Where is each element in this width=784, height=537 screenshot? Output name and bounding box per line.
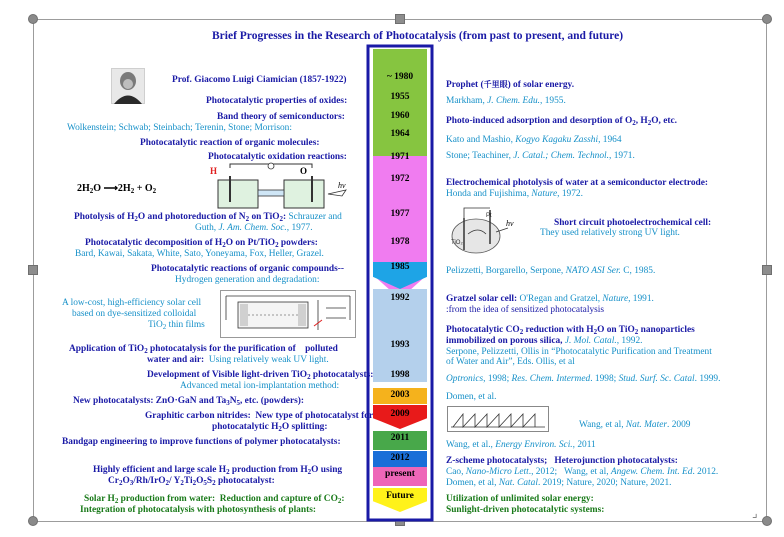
- carbon-nitrides-label: Graphitic carbon nitrides: New type of photocatalyst for: [145, 411, 374, 421]
- timeline-year-label: 2003: [390, 390, 410, 400]
- timeline-year-label: 1977: [390, 209, 410, 219]
- oxidation-label: Photocatalytic oxidation reactions:: [208, 152, 347, 162]
- timeline-year-label: ~ 1980: [386, 72, 414, 82]
- hydrogen-generation-label: Hydrogen generation and degradation:: [175, 275, 320, 285]
- short-circuit-note: They used relatively strong UV light.: [540, 228, 680, 238]
- timeline-year-label: 1964: [390, 129, 410, 139]
- timeline-year-label: 2009: [390, 409, 410, 419]
- photoelectrolysis-figure: [208, 162, 354, 212]
- cao-wang-reference: Cao, Nano-Micro Lett., 2012; Wang, et al, Angew. Chem. Int. Ed. 2012.: [446, 467, 719, 477]
- timeline-year-label: Future: [386, 491, 414, 501]
- short-circuit-label: Short circuit photoelectrochemical cell:: [554, 218, 712, 228]
- serpone-reference: Serpone, Pelizzetti, Ollis in “Photocatalytic Purification and Treatment: [446, 347, 712, 357]
- ion-implantation-label: Advanced metal ion-implantation method:: [180, 381, 340, 391]
- ciamician-portrait: [111, 68, 145, 104]
- timeline-year-label: 1955: [390, 92, 410, 102]
- fig-o2-label: O: [300, 166, 308, 176]
- resize-handle-bottom-right[interactable]: [762, 516, 772, 526]
- pelizzetti-reference: Pelizzetti, Borgarello, Serpone, NATO ASI Ser. C, 1985.: [446, 266, 656, 276]
- timeline-year-label: 1971: [390, 152, 410, 162]
- co2-reduction-label-2: immobilized on porous silica, J. Mol. Catal., 1992.: [446, 336, 643, 346]
- fig-tio2-label: TiO₂: [451, 240, 463, 246]
- fig-hv2-label: hν: [506, 219, 514, 228]
- integration-label: Integration of photocatalysis with photosynthesis of plants:: [80, 505, 316, 515]
- resize-grip-icon[interactable]: ⌟: [752, 506, 758, 520]
- fig-h2-label: H: [210, 166, 218, 176]
- solar-h2-label: Solar $H_2$ production from water: Reduction and capture of $CO_2$:: [84, 494, 345, 505]
- timeline-year-label: 1985: [390, 262, 410, 272]
- photolysis-reference: Guth, J. Am. Chem. Soc., 1977.: [195, 223, 313, 233]
- visible-light-label: Development of Visible light-driven TiO$_2$ photocatalysts:: [147, 370, 374, 381]
- fig-hv-label: hν: [338, 181, 346, 190]
- timeline: [365, 44, 435, 522]
- optronics-reference: Optronics, 1998; Res. Chem. Intermed. 1998; Stud. Surf. Sc. Catal. 1999.: [446, 374, 721, 384]
- carbon-nitride-figure: [447, 406, 549, 432]
- resize-handle-left[interactable]: [28, 265, 38, 275]
- resize-handle-top[interactable]: [395, 14, 405, 24]
- fig-pt-label: Pt: [486, 213, 492, 219]
- application-label-2: water and air: Using relatively weak UV light.: [147, 355, 329, 365]
- kato-reference: Kato and Mashio, Kogyo Kagaku Zasshi, 1964: [446, 135, 622, 145]
- resize-handle-bottom-left[interactable]: [28, 516, 38, 526]
- gratzel-note: :from the idea of sensitized photocatalysis: [446, 305, 605, 315]
- solar-cell-figure: [220, 290, 356, 338]
- co2-reduction-label: Photocatalytic $CO_2$ reduction with $H_2O$ on TiO$_2$ nanoparticles: [446, 325, 695, 336]
- band-theory-label: Band theory of semiconductors:: [217, 112, 345, 122]
- solar-cell-label-3: TiO$_2$ thin films: [148, 320, 205, 331]
- domen-2-reference: Domen, et al, Nat. Catal. 2019; Nature, 2020; Nature, 2021.: [446, 478, 672, 488]
- prophet-label: Prophet (千里眼) of solar energy.: [446, 80, 575, 90]
- domen-reference: Domen, et al.: [446, 392, 497, 402]
- solar-cell-label-1: A low-cost, high-efficiency solar cell: [62, 298, 202, 308]
- sunlight-driven-label: Sunlight-driven photocatalytic systems:: [446, 505, 605, 515]
- gratzel-label: Gratzel solar cell: O'Regan and Gratzel, Nature, 1991.: [446, 294, 654, 304]
- timeline-year-label: 1993: [390, 340, 410, 350]
- new-photocatalysts-label: New photocatalysts: ZnO·GaN and $Ta_3N_5$, etc. (powders):: [73, 396, 305, 407]
- photoelectrochemical-cell-figure: [450, 204, 530, 260]
- oxides-label: Photocatalytic properties of oxides:: [206, 96, 348, 106]
- timeline-year-label: 1998: [390, 370, 410, 380]
- timeline-year-label: 2011: [390, 433, 410, 443]
- resize-handle-top-right[interactable]: [762, 14, 772, 24]
- resize-handle-top-left[interactable]: [28, 14, 38, 24]
- organic-molecules-label: Photocatalytic reaction of organic molecules:: [140, 138, 320, 148]
- timeline-year-label: 2012: [390, 453, 410, 463]
- band-theory-names: Wolkenstein; Schwab; Steinbach; Terenin, Stone; Morrison:: [67, 123, 292, 133]
- water-splitting-equation: $2H_2O$ $⟶2H_2 + O_2$: [77, 183, 157, 195]
- honda-fujishima-reference: Honda and Fujishima, Nature, 1972.: [446, 189, 583, 199]
- carbon-nitrides-label-2: photocatalytic $H_2O$ splitting:: [212, 422, 328, 433]
- zscheme-label: Z-scheme photocatalysts; Heterojunction photocatalysts:: [446, 456, 678, 466]
- timeline-year-label: present: [385, 469, 415, 479]
- timeline-year-label: 1978: [390, 237, 410, 247]
- wang-2009-reference: Wang, et al, Nat. Mater. 2009: [579, 420, 691, 430]
- photo-induced-label: Photo-induced adsorption and desorption of $O_2$, $H_2O$, etc.: [446, 116, 677, 127]
- efficient-h2-catalyst: $Cr_2O_3/Rh/IrO_2/$ $Y_2Ti_2O_5S_2$ photocatalyst:: [108, 476, 275, 487]
- solar-cell-label-2: based on dye-sensitized colloidal: [72, 309, 197, 319]
- wang-2011-reference: Wang, et al., Energy Environ. Sci., 2011: [446, 440, 596, 450]
- decomposition-names: Bard, Kawai, Sakata, White, Sato, Yoneyama, Fox, Heller, Grazel.: [75, 249, 324, 259]
- diagram-title: Brief Progresses in the Research of Photocatalysis (from past to present, and future): [212, 30, 624, 42]
- stone-reference: Stone; Teachiner, J. Catal.; Chem. Technol., 1971.: [446, 151, 635, 161]
- timeline-year-label: 1960: [390, 111, 410, 121]
- timeline-year-label: 1992: [390, 293, 410, 303]
- organic-compounds-label: Photocatalytic reactions of organic compounds--: [151, 264, 345, 274]
- bandgap-engineering-label: Bandgap engineering to improve functions of polymer photocatalysts:: [62, 437, 341, 447]
- serpone-reference-2: of Water and Air”, Eds. Ollis, et al: [446, 357, 575, 367]
- efficient-h2-label: Highly efficient and large scale $H_2$ production from $H_2O$ using: [93, 465, 343, 476]
- timeline-year-label: 1972: [390, 174, 410, 184]
- resize-handle-right[interactable]: [762, 265, 772, 275]
- utilization-label: Utilization of unlimited solar energy:: [446, 494, 594, 504]
- photolysis-label: Photolysis of $H_2O$ and photoreduction of $N_2$ on TiO$_2$: Schrauzer and: [74, 212, 342, 223]
- application-label: Application of TiO$_2$ photocatalysis for the purification of polluted: [69, 344, 338, 355]
- ciamician-label: Prof. Giacomo Luigi Ciamician (1857-1922): [172, 75, 347, 85]
- electrochemical-label: Electrochemical photolysis of water at a semiconductor electrode:: [446, 178, 709, 188]
- decomposition-label: Photocatalytic decomposition of $H_2O$ on Pt/TiO$_2$ powders:: [85, 238, 318, 249]
- markham-reference: Markham, J. Chem. Edu., 1955.: [446, 96, 566, 106]
